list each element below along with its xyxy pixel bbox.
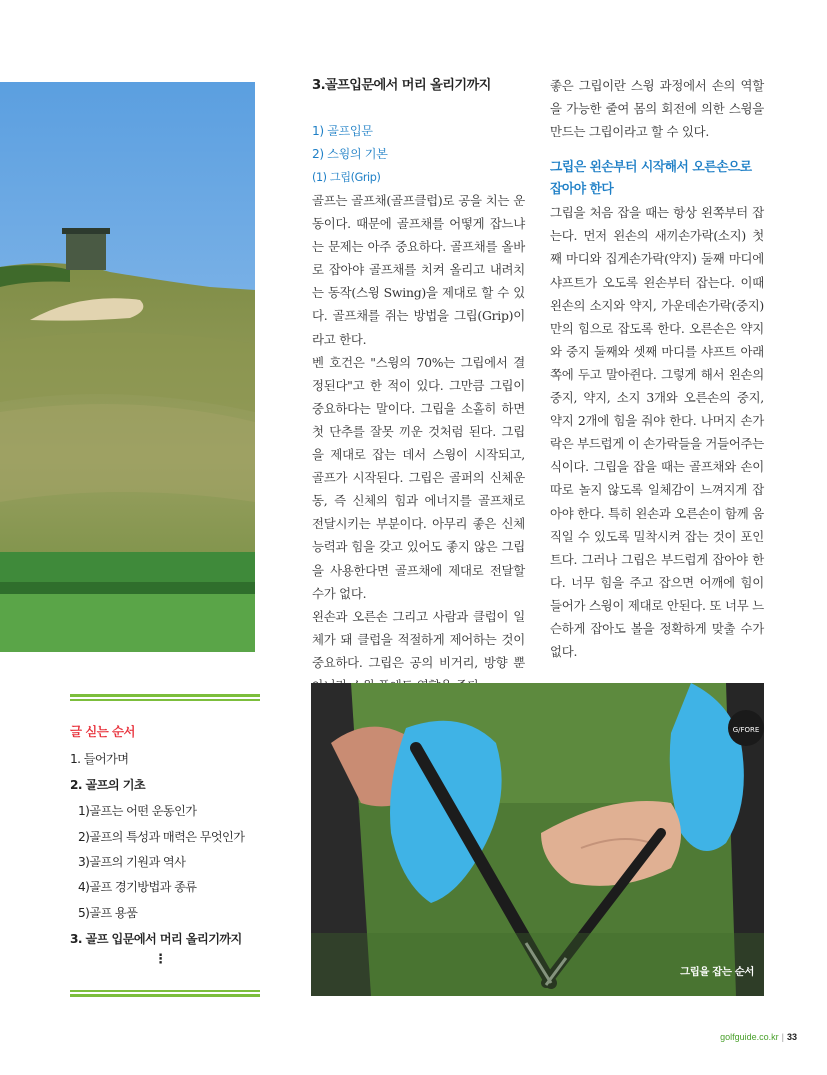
divider — [70, 694, 260, 697]
paragraph: 그립을 처음 잡을 때는 항상 왼쪽부터 잡는다. 먼저 왼손의 새끼손가락(소지) 첫째 마디와 집게손가락(약지) 둘째 마디에 샤프트가 오도록 왼손부터 잡는다. 이때 왼손의 소지와 약지, 가운데손가락(중지)만의 힘으로 잡도록 한다. 오른손은 약지와 중지 둘째와 셋째 마디를 샤프트 아래쪽에 두고 말아쥔다. 그렇게 해서 왼손의 중지, 약지, 소지 3개와 오른손의 중지, 약지 2개에 힘을 줘야 한다. 나머지 손가락은 부드럽게 이 손가락들을 거들어주는 식이다. 그립을 잡을 때는 골프채와 손이 따로 놀지 않도록 일체감이 느껴지게 잡아야 한다. 특히 왼손과 오른손이 함께 움직일 수 있도록 밀착시켜 잡는 것이 포인트다. 그러나 그립은 부드럽게 잡아야 한다. 너무 힘을 주고 잡으면 어깨에 힘이 들어가 스윙이 제대로 안된다. 또 너무 느슨하게 잡아도 볼을 정확하게 맞출 수가 없다. — [550, 205, 764, 660]
contents-item: 5)골프 용품 — [78, 906, 138, 920]
article-heading: 3.골프입문에서 머리 올리기까지 — [312, 78, 491, 93]
subheading-swing-basics: 2) 스윙의 기본 — [312, 147, 388, 161]
paragraph: 골프는 골프채(골프클럽)로 공을 치는 운동이다. 때문에 골프채를 어떻게 잡느냐는 문제는 아주 중요하다. 골프채를 올바로 잡아야 골프채를 치켜 올리고 내려치는 동작(스윙 Swing)을 제대로 할 수 있다. 골프채를 쥐는 방법을 그립(Grip)이라고 한다. — [312, 193, 525, 347]
contents-title: 글 싣는 순서 — [70, 724, 135, 739]
divider — [70, 990, 260, 992]
paragraph: 왼손과 오른손 그리고 사람과 클럽이 일체가 돼 클럽을 적절하게 제어하는 것이 중요하다. 그립은 공의 비거리, 방향 뿐 — [312, 608, 525, 670]
golf-course-photo — [0, 82, 255, 652]
series-contents-box — [70, 694, 260, 998]
divider — [70, 699, 260, 701]
contents-item: 1. 들어가며 — [70, 752, 129, 766]
article-column-1 — [312, 74, 525, 697]
page-footer — [720, 1032, 797, 1042]
ellipsis: ⋮ — [154, 952, 167, 967]
contents-item: 1)골프는 어떤 운동인가 — [78, 804, 197, 818]
contents-item: 3. 골프 입문에서 머리 올리기까지 — [70, 932, 242, 946]
paragraph: 좋은 그립이란 스윙 과정에서 손의 역할을 가능한 줄여 몸의 회전에 의한 스윙을 만드는 그립이라고 할 수 있다. — [550, 78, 764, 140]
section-heading: 그립은 왼손부터 시작해서 오른손으로 잡아야 한다 — [550, 160, 752, 198]
contents-item: 3)골프의 기원과 역사 — [78, 855, 186, 869]
footer-separator: | — [781, 1032, 784, 1042]
photo-caption: 그립을 잡는 순서 — [680, 966, 754, 978]
article-column-2 — [550, 74, 764, 663]
divider — [70, 994, 260, 997]
contents-item: 2. 골프의 기초 — [70, 778, 146, 792]
contents-item: 2)골프의 특성과 매력은 무엇인가 — [78, 830, 245, 844]
glove-logo: G/FORE — [732, 726, 760, 734]
grip-photo — [311, 683, 764, 996]
paragraph: 벤 호건은 "스윙의 70%는 그립에서 결정된다"고 한 적이 있다. 그만큼 그립이 중요하다는 말이다. 그립을 소홀히 하면 첫 단추를 잘못 끼운 것처럼 된다. 그립을 제대로 잡는 데서 스윙이 시작되고, 골프가 시작된다. 그립은 골퍼의 신체운동, 즉 신체의 힘과 에너지를 골프채로 전달시키는 부분이다. 아무리 좋은 신체 능력과 힘을 갖고 있어도 좋지 않은 그립을 사용한다면 골프채에 제대로 전달할 수가 없다. — [312, 354, 525, 601]
website-link[interactable]: golfguide.co.kr — [720, 1032, 779, 1042]
page-number: 33 — [786, 1032, 797, 1042]
contents-item: 4)골프 경기방법과 종류 — [78, 880, 197, 894]
subheading-grip: (1) 그립(Grip) — [312, 171, 381, 184]
subheading-golf-intro: 1) 골프입문 — [312, 124, 373, 138]
